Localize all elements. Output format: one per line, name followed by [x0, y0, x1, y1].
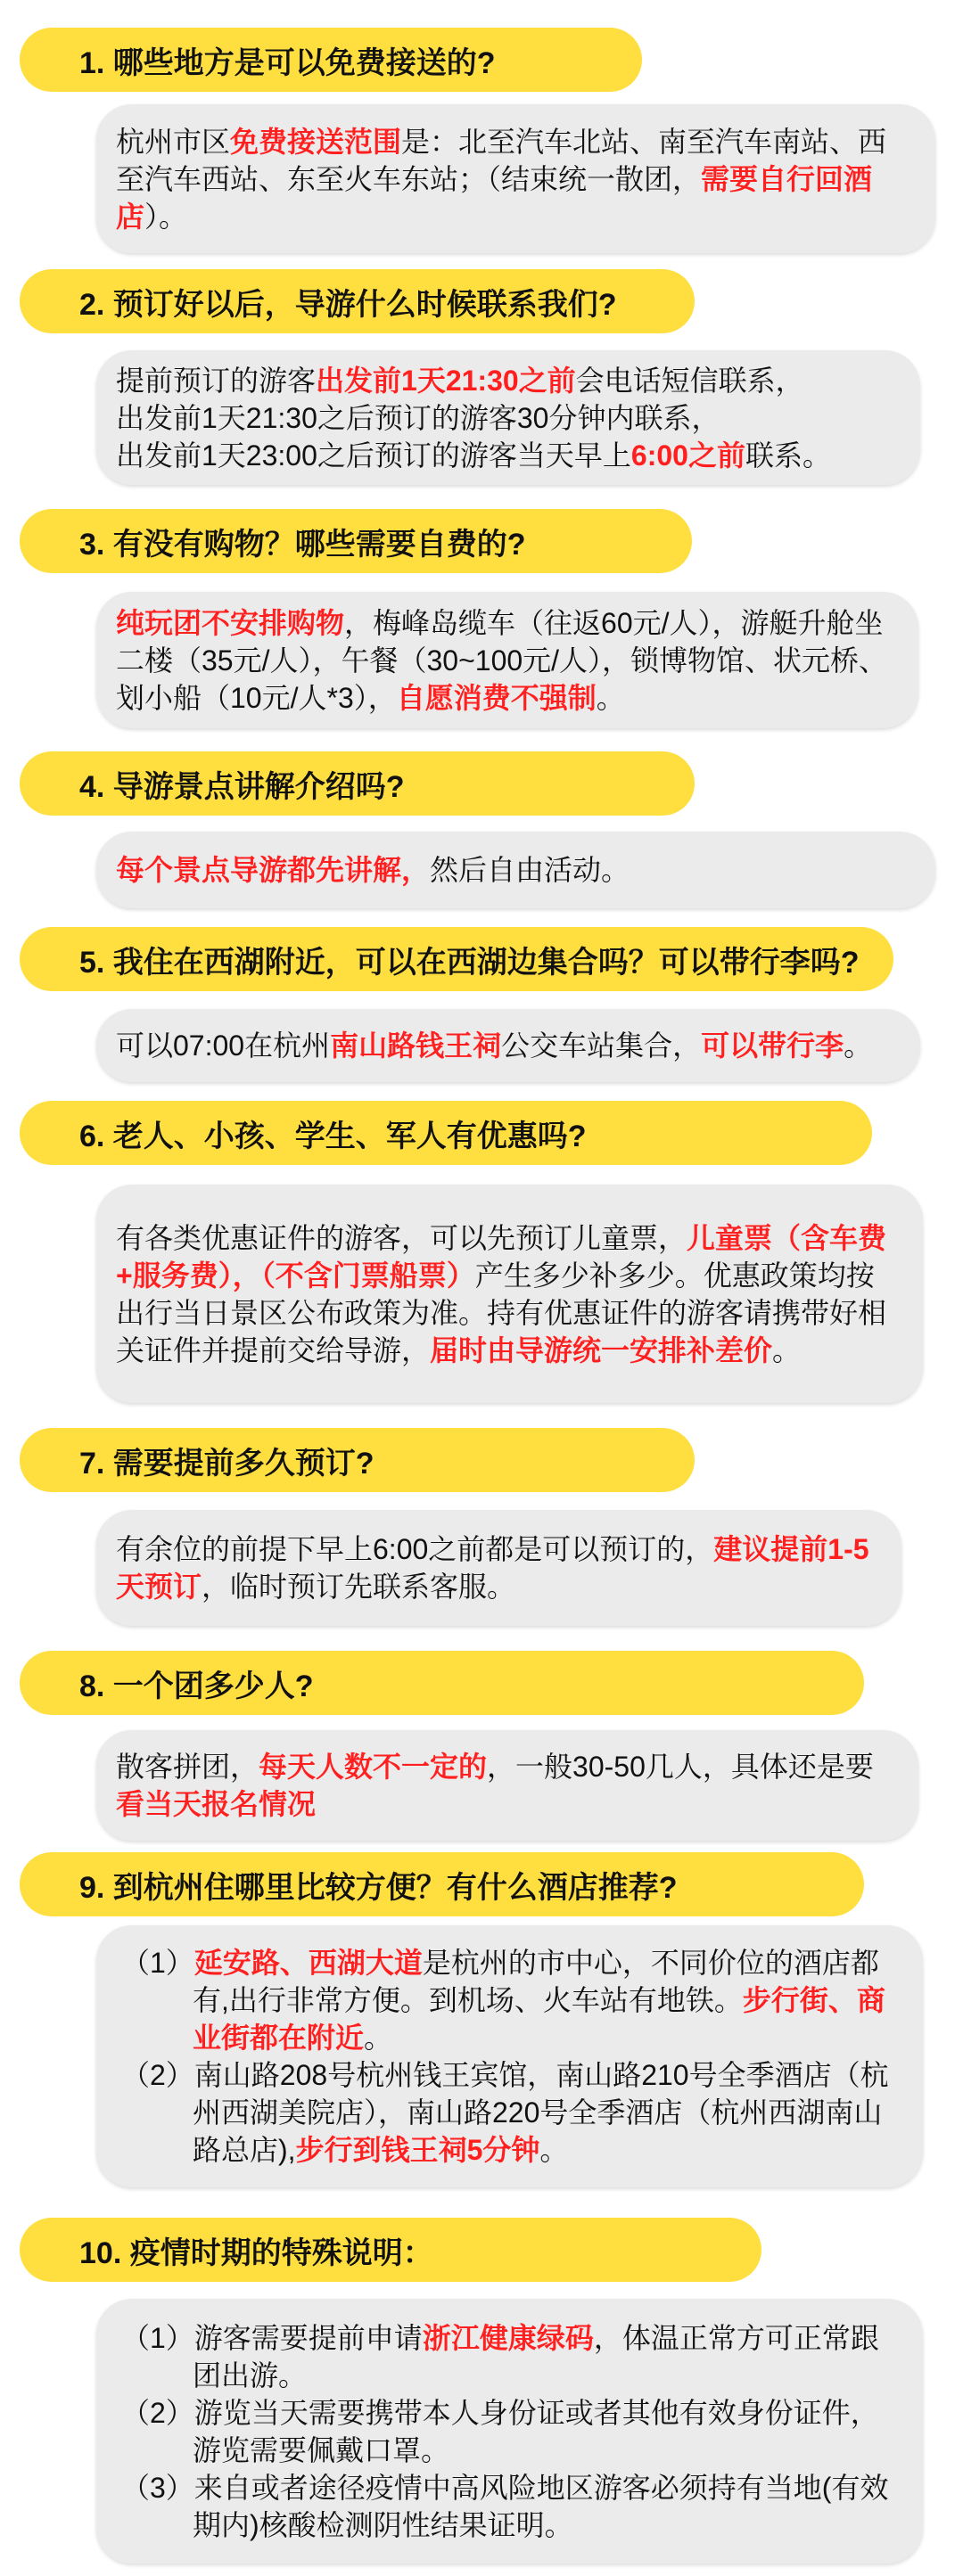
faq-question-text: 1. 哪些地方是可以免费接送的? [79, 45, 496, 80]
answer-text: 是杭州的市中心，不同价位的酒店都有,出行非常方便。到机场、火车站有地铁。 [193, 1947, 879, 2016]
answer-text: 有各类优惠证件的游客，可以先预订儿童票， [116, 1221, 687, 1254]
answer-text: 散客拼团， [116, 1751, 259, 1783]
answer-text: 。 [364, 2022, 393, 2054]
highlight-text: 出发前1天21:30之前 [316, 364, 576, 397]
highlight-text: 浙江健康绿码 [422, 2321, 594, 2354]
answer-text: ）。 [144, 200, 188, 233]
highlight-text: 南山路钱王祠 [330, 1030, 502, 1062]
highlight-text: 延安路、西湖大道 [193, 1947, 423, 1979]
answer-text: 公交车站集合， [501, 1030, 702, 1062]
answer-text: 。 [844, 1030, 873, 1062]
faq-answer-1 [96, 104, 935, 253]
answer-paragraph [116, 399, 890, 437]
answer-paragraph [116, 851, 905, 889]
answer-paragraph [116, 604, 888, 717]
faq-answer-7 [96, 1510, 901, 1626]
answer-text: 是：北至汽车北站、南至汽车南站、西至汽车西站、东至火车东站；（结束统一散团， [116, 125, 887, 195]
faq-question-3 [20, 509, 692, 573]
answer-paragraph [116, 1748, 888, 1823]
faq-question-5 [20, 927, 893, 991]
answer-text: ，临时预订先联系客服。 [202, 1571, 516, 1603]
answer-text: ，梅峰岛缆车（往返60元/人），游艇升舱坐二楼（35元/人），午餐（30~100元/人），锁博物馆、状元桥、划小船（10元/人*3）， [116, 606, 888, 714]
answer-text: 杭州市区 [116, 125, 231, 158]
answer-text: 联系。 [745, 439, 831, 472]
answer-text: 。 [772, 1333, 802, 1366]
highlight-text: 可以带行李 [701, 1030, 844, 1062]
answer-text: （1）游客需要提前申请 [121, 2321, 423, 2354]
highlight-text: 每个景点导游都先讲解， [116, 854, 431, 886]
faq-question-text: 9. 到杭州住哪里比较方便？有什么酒店推荐? [79, 1870, 678, 1905]
faq-answer-2 [96, 350, 920, 485]
faq-question-8 [20, 1651, 864, 1715]
answer-list-item [121, 2056, 893, 2169]
faq-question-7 [20, 1428, 695, 1492]
faq-question-6 [20, 1101, 872, 1165]
answer-paragraph [116, 1027, 890, 1064]
answer-list-item [121, 2319, 893, 2394]
faq-answer-6 [96, 1185, 923, 1403]
answer-text: 。 [596, 681, 625, 714]
faq-answer-4 [96, 832, 935, 908]
faq-question-text: 2. 预订好以后，导游什么时候联系我们? [79, 287, 617, 322]
answer-text: （2）游览当天需要携带本人身份证或者其他有效身份证件，游览需要佩戴口罩。 [121, 2396, 879, 2466]
answer-list-item [121, 2469, 893, 2544]
faq-question-text: 7. 需要提前多久预订? [79, 1446, 374, 1481]
highlight-text: 看当天报名情况 [116, 1788, 317, 1820]
highlight-text: 需要自行回酒店 [116, 162, 873, 233]
answer-text: 产生多少补多少。优惠政策均按出行当日景区公布政策为准。持有优惠证件的游客请携带好相关证件并提前交给导游， [116, 1259, 887, 1366]
highlight-text: 步行街、商业街都在附近 [193, 1984, 885, 2054]
faq-question-text: 4. 导游景点讲解介绍吗? [79, 769, 405, 804]
answer-text: ，体温正常方可正常跟团出游。 [193, 2321, 879, 2391]
faq-question-2 [20, 269, 695, 333]
answer-text: 。 [539, 2134, 569, 2166]
highlight-text: 每天人数不一定的 [259, 1751, 488, 1783]
answer-text: 出发前1天21:30之后预订的游客30分钟内联系， [116, 401, 720, 434]
highlight-text: 6:00之前 [630, 439, 745, 472]
faq-question-10 [20, 2218, 761, 2282]
answer-text: 可以07:00在杭州 [116, 1030, 331, 1062]
answer-text: （3）来自或者途径疫情中高风险地区游客必须持有当地(有效期内)核酸检测阴性结果证明。 [121, 2471, 889, 2541]
answer-text: （2）南山路208号杭州钱王宾馆，南山路210号全季酒店（杭州西湖美院店），南山路220号全季酒店（杭州西湖南山路总店), [121, 2059, 889, 2166]
answer-list-item [121, 1944, 893, 2056]
highlight-text: 自愿消费不强制 [396, 681, 597, 714]
answer-text: （1） [121, 1947, 194, 1979]
answer-paragraph [116, 437, 890, 474]
answer-paragraph [116, 1530, 871, 1605]
answer-paragraph [116, 362, 890, 399]
faq-answer-10 [96, 2299, 923, 2564]
answer-paragraph [116, 1219, 893, 1369]
faq-question-1 [20, 28, 642, 92]
answer-text: 然后自由活动。 [430, 854, 630, 886]
answer-text: ，一般30-50几人，具体还是要 [487, 1751, 874, 1783]
faq-question-text: 8. 一个团多少人? [79, 1669, 314, 1703]
faq-answer-5 [96, 1009, 920, 1082]
answer-text: 有余位的前提下早上6:00之前都是可以预订的， [116, 1533, 714, 1565]
faq-question-text: 3. 有没有购物？哪些需要自费的? [79, 527, 526, 562]
highlight-text: 儿童票（含车费+服务费），（不含门票船票） [116, 1221, 887, 1292]
faq-answer-3 [96, 592, 918, 728]
answer-text: 出发前1天23:00之后预订的游客当天早上 [116, 439, 631, 472]
faq-question-text: 10. 疫情时期的特殊说明： [79, 2236, 433, 2270]
answer-text: 会电话短信联系， [575, 364, 804, 397]
highlight-text: 届时由导游统一安排补差价 [430, 1333, 773, 1366]
faq-question-text: 6. 老人、小孩、学生、军人有优惠吗? [79, 1119, 587, 1153]
answer-text: 提前预订的游客 [116, 364, 317, 397]
faq-answer-8 [96, 1730, 918, 1841]
highlight-text: 免费接送范围 [230, 125, 402, 158]
faq-answer-9 [96, 1925, 923, 2187]
highlight-text: 建议提前1-5天预订 [116, 1533, 869, 1603]
faq-question-4 [20, 751, 695, 816]
answer-list-item [121, 2394, 893, 2469]
faq-question-text: 5. 我住在西湖附近，可以在西湖边集合吗？可以带行李吗? [79, 945, 860, 980]
highlight-text: 纯玩团不安排购物 [116, 606, 345, 639]
faq-question-9 [20, 1852, 864, 1916]
highlight-text: 步行到钱王祠5分钟 [295, 2134, 540, 2166]
answer-paragraph [116, 123, 905, 235]
